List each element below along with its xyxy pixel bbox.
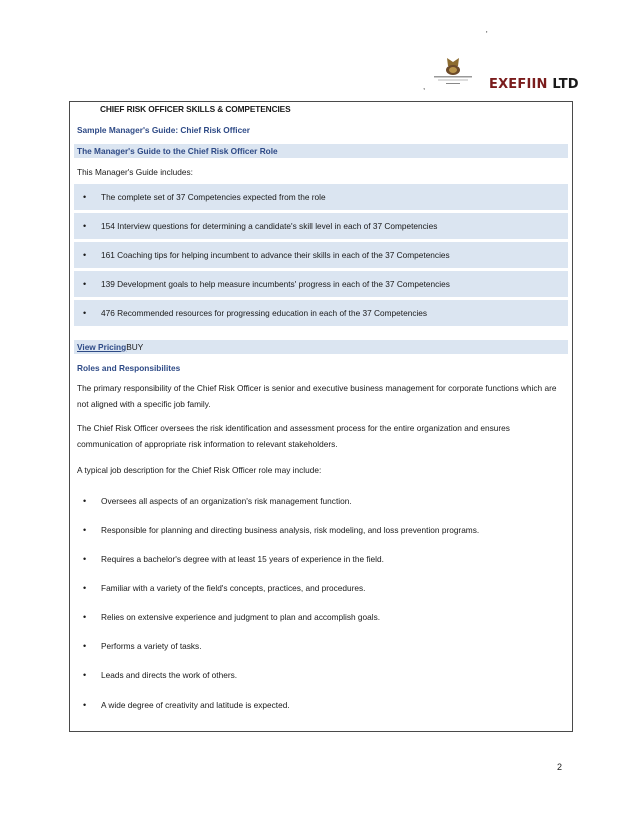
- list-item: [74, 552, 568, 566]
- list-item-text: 161 Coaching tips for helping incumbent to advance their skills in each of the 37 Competencies: [101, 250, 450, 260]
- list-item-text: The complete set of 37 Competencies expected from the role: [101, 192, 326, 202]
- content-box: [69, 101, 573, 732]
- tick-mark: ,: [423, 82, 426, 91]
- bullet-icon: •: [83, 308, 87, 318]
- company-name: [489, 77, 579, 92]
- list-item-text: Responsible for planning and directing business analysis, risk modeling, and loss prevention programs.: [101, 525, 480, 535]
- list-item-text: Performs a variety of tasks.: [101, 641, 202, 651]
- company-name-text: EXEFIIN: [489, 77, 548, 92]
- list-item-text: Familiar with a variety of the field's concepts, practices, and procedures.: [101, 583, 366, 593]
- paragraph: A typical job description for the Chief Risk Officer role may include:: [77, 465, 322, 475]
- bullet-icon: •: [83, 525, 87, 535]
- list-item: [74, 668, 568, 682]
- bullet-icon: •: [83, 641, 87, 651]
- guide-subheading: The Manager's Guide to the Chief Risk Officer Role: [74, 144, 568, 158]
- list-item-text: Relies on extensive experience and judgment to plan and accomplish goals.: [101, 612, 381, 622]
- guide-heading: Sample Manager's Guide: Chief Risk Officer: [77, 125, 251, 135]
- bullet-icon: •: [83, 250, 87, 260]
- document-title: CHIEF RISK OFFICER SKILLS & COMPETENCIES: [100, 104, 291, 114]
- list-item: [74, 610, 568, 624]
- paragraph: The Chief Risk Officer oversees the risk identification and assessment process for the entire organization and ensures communication of appropriate risk information to relevant stakeholders.: [77, 423, 510, 449]
- roles-heading: Roles and Responsibilites: [77, 363, 181, 373]
- bullet-icon: •: [83, 192, 87, 202]
- paragraph: The primary responsibility of the Chief Risk Officer is senior and executive business management for corporate functions which are not aligned with a specific job family.: [77, 383, 557, 409]
- bullet-icon: •: [83, 554, 87, 564]
- list-item-text: 139 Development goals to help measure incumbents' progress in each of the 37 Competencies: [101, 279, 450, 289]
- buy-label[interactable]: BUY: [126, 342, 144, 352]
- bullet-icon: •: [83, 221, 87, 231]
- bullet-icon: •: [83, 700, 87, 710]
- list-item-text: A wide degree of creativity and latitude is expected.: [101, 700, 290, 710]
- list-item: [74, 213, 568, 239]
- includes-label: This Manager's Guide includes:: [77, 167, 193, 177]
- list-item-text: Leads and directs the work of others.: [101, 670, 238, 680]
- list-item: [74, 523, 568, 537]
- list-item: [74, 184, 568, 210]
- bullet-icon: •: [83, 612, 87, 622]
- list-item-text: 476 Recommended resources for progressing education in each of the 37 Competencies: [101, 308, 428, 318]
- bullet-icon: •: [83, 279, 87, 289]
- list-item: [74, 300, 568, 326]
- bullet-icon: •: [83, 583, 87, 593]
- tick-mark: ': [486, 30, 488, 39]
- bullet-icon: •: [83, 670, 87, 680]
- crest-logo-icon: [428, 56, 478, 90]
- list-item: [74, 698, 568, 712]
- list-item-text: Oversees all aspects of an organization's risk management function.: [101, 496, 352, 506]
- list-item-text: 154 Interview questions for determining a candidate's skill level in each of 37 Competencies: [101, 221, 438, 231]
- bullet-icon: •: [83, 496, 87, 506]
- list-item: [74, 271, 568, 297]
- page-number: 2: [557, 762, 563, 772]
- list-item: [74, 639, 568, 653]
- list-item: [74, 494, 568, 508]
- pricing-row: [74, 340, 568, 354]
- company-suffix: LTD: [552, 77, 579, 92]
- list-item: [74, 242, 568, 268]
- view-pricing-link[interactable]: View Pricing: [77, 342, 127, 352]
- list-item-text: Requires a bachelor's degree with at least 15 years of experience in the field.: [101, 554, 384, 564]
- list-item: [74, 581, 568, 595]
